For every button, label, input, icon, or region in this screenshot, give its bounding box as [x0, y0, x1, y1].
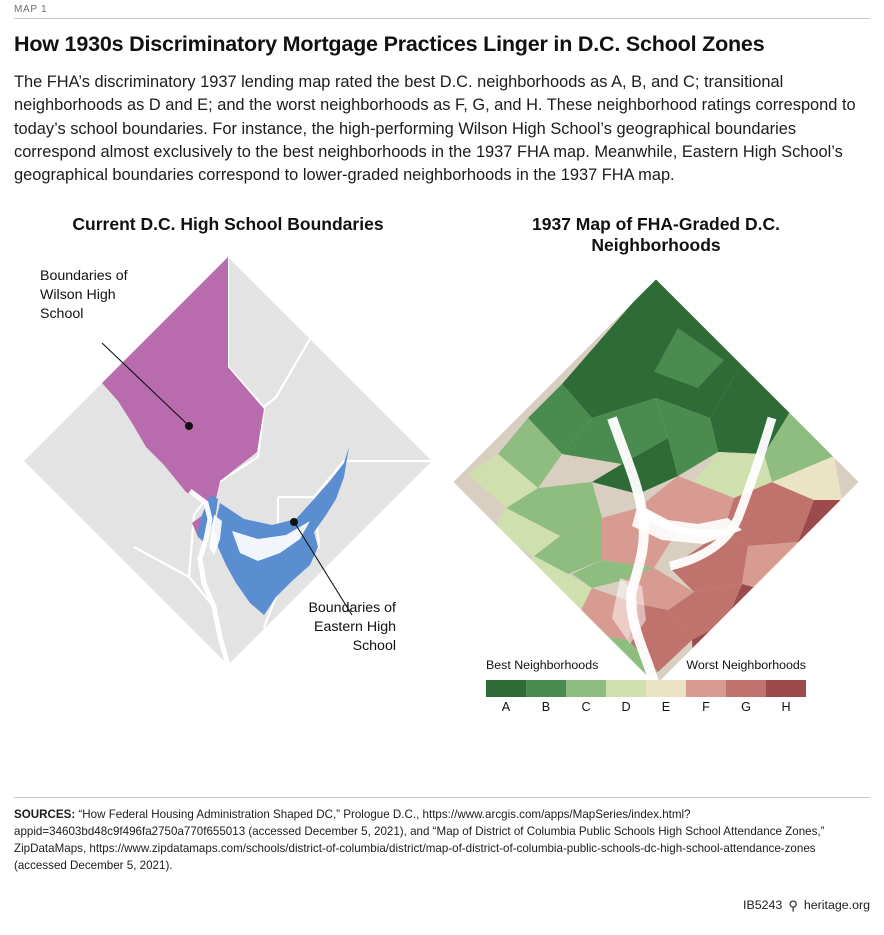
panel-title-right: 1937 Map of FHA-Graded D.C. Neighborhoods: [532, 213, 780, 255]
panel-title-left: Current D.C. High School Boundaries: [72, 213, 384, 234]
footer: [743, 898, 870, 912]
legend-color-bar: [486, 680, 806, 697]
wilson-leader-dot: [185, 422, 193, 430]
legend-swatch-h: [766, 680, 806, 697]
legend-label-h: H: [781, 700, 791, 715]
sources-label: SOURCES:: [14, 808, 76, 821]
legend-label-b: B: [541, 700, 551, 715]
legend-best-label: Best Neighborhoods: [486, 658, 599, 673]
legend-swatch-e: [646, 680, 686, 697]
legend-swatch-b: [526, 680, 566, 697]
header-divider: [14, 18, 870, 19]
callout-eastern-label: Boundaries of Eastern High School: [308, 599, 396, 654]
legend-swatch-a: [486, 680, 526, 697]
legend-worst-label: Worst Neighborhoods: [686, 658, 806, 673]
page-title: How 1930s Discriminatory Mortgage Practices Linger in D.C. School Zones: [14, 32, 765, 56]
map-panels: [14, 214, 870, 739]
kicker-label: MAP 1: [14, 4, 48, 15]
sources-text: “How Federal Housing Administration Shaped DC,” Prologue D.C., https://www.arcgis.com/apps/MapSeries/index.html?appid=34603bd48c9f496fa2750a770f655013 (accessed December 5, 2021), and “Map of District of Columbia Public Schools High School Attendance Zones,” ZipDataMaps, https://www.zipdatamaps.com/schools/district-of-columbia/district/map-of-district-of-columbia-public-schools-dc-high-school-attendance-zones (accessed December 5, 2021).: [14, 808, 825, 873]
legend-label-a: A: [501, 700, 511, 715]
legend-end-labels: [486, 658, 806, 673]
heritage-logo-icon: ⚲: [788, 897, 798, 913]
panel-fha-map: [442, 214, 870, 739]
legend-swatch-f: [686, 680, 726, 697]
panel-current-boundaries: [14, 214, 442, 739]
legend-label-g: G: [741, 700, 751, 715]
sources-note: [14, 806, 870, 875]
fha-legend: [486, 658, 806, 714]
eastern-leader-dot: [290, 518, 298, 526]
legend-label-f: F: [702, 700, 710, 715]
map-fha-grades: [442, 268, 870, 738]
legend-label-c: C: [581, 700, 591, 715]
publication-id: IB5243: [743, 898, 783, 912]
page-deck: The FHA’s discriminatory 1937 lending map rated the best D.C. neighborhoods as A, B, and C; transitional neighborhoods as D and E; and the worst neighborhoods as F, G, and H. These neighborhood ratings correspond to today’s school boundaries. For instance, the high-performing Wilson High School’s geographical boundaries correspond almost exclusively to the best neighborhoods in the 1937 FHA map. Meanwhile, Eastern High School’s geographical boundaries correspond to lower-graded neighborhoods in the 1937 FHA map.: [14, 73, 856, 185]
fha-grade-patches: [442, 268, 870, 696]
sources-divider: [14, 797, 870, 798]
map-current-boundaries: [14, 247, 442, 717]
legend-grade-labels: [486, 700, 806, 714]
legend-label-e: E: [661, 700, 671, 715]
legend-swatch-d: [606, 680, 646, 697]
legend-swatch-c: [566, 680, 606, 697]
legend-swatch-g: [726, 680, 766, 697]
brand-label: heritage.org: [803, 898, 870, 912]
legend-label-d: D: [621, 700, 631, 715]
callout-wilson-label: Boundaries of Wilson High School: [40, 267, 128, 322]
